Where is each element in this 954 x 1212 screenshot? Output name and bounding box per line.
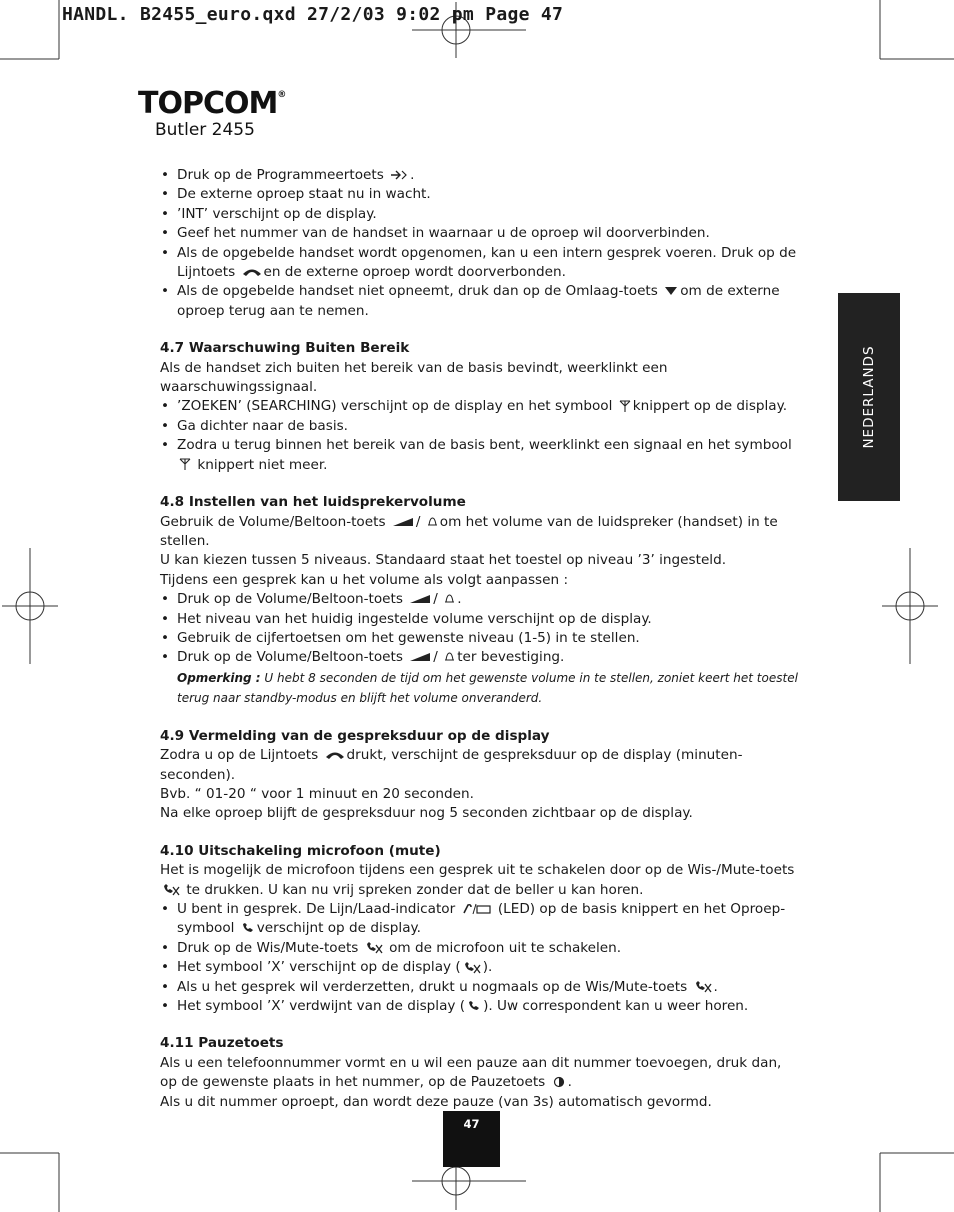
list-item: • ’ZOEKEN’ (SEARCHING) verschijnt op de display en het symbool knippert op de display. [160, 397, 800, 416]
muted-call-icon [463, 961, 481, 974]
language-tab [838, 293, 900, 501]
paragraph: Het is mogelijk de microfoon tijdens een gesprek uit te schakelen door op de Wis-/Mute-toets te drukken. U kan nu vrij spreken zonder dat de beller u kan horen. [160, 862, 795, 898]
intro-list [160, 166, 800, 321]
paragraph: Na elke oproep blijft de gespreksduur nog 5 seconden zichtbaar op de display. [160, 805, 693, 822]
list-item: • Druk op de Programmeertoets . [160, 166, 800, 185]
language-label: NEDERLANDS [861, 345, 877, 449]
mute-list [160, 900, 800, 1016]
line-charge-indicator-icon [462, 903, 492, 915]
call-symbol-icon [467, 1000, 481, 1012]
paragraph: Zodra u op de Lijntoets drukt, verschijnt de gespreksduur op de display (minuten-seconden). [160, 747, 743, 783]
volume-icon [409, 652, 431, 662]
paragraph: Tijdens een gesprek kan u het volume als volgt aanpassen : [160, 571, 569, 588]
list-item: • Ga dichter naar de basis. [160, 417, 800, 436]
volume-icon [392, 517, 414, 527]
bell-icon [444, 651, 455, 663]
section-title: 4.11 Pauzetoets [160, 1035, 284, 1052]
section-title: 4.8 Instellen van het luidsprekervolume [160, 494, 466, 511]
section-title: 4.9 Vermelding van de gespreksduur op de display [160, 727, 550, 744]
line-key-icon [325, 750, 345, 760]
page-number-box [443, 1111, 500, 1167]
logo-text: TOPCOM [138, 86, 278, 121]
pause-key-icon [552, 1076, 566, 1088]
note: Opmerking : U hebt 8 seconden de tijd om het gewenste volume in te stellen, zoniet keert het toestel terug naar standby-modus en blijft het volume onveranderd. [177, 670, 798, 706]
bell-icon [444, 593, 455, 605]
paragraph: Als de handset zich buiten het bereik van de basis bevindt, weerklinkt een waarschuwingssignaal. [160, 359, 668, 396]
volume-icon [409, 594, 431, 604]
paragraph: Bvb. “ 01-20 “ voor 1 minuut en 20 seconden. [160, 785, 474, 802]
model-name: Butler 2455 [155, 120, 255, 140]
mute-key-icon [365, 941, 383, 954]
list-item: • Het symbool ’X’ verdwijnt van de display ( ). Uw correspondent kan u weer horen. [160, 997, 800, 1016]
paragraph: Gebruik de Volume/Beltoon-toets / om het volume van de luidspreker (handset) in te stellen. [160, 513, 778, 549]
list-item: • Geef het nummer van de handset in waarnaar u de oproep wil doorverbinden. [160, 224, 800, 243]
list-item: • Als de opgebelde handset niet opneemt, druk dan op de Omlaag-toets om de externe oproep terug aan te nemen. [160, 282, 800, 321]
bell-icon [427, 516, 438, 528]
list-item: • Gebruik de cijfertoetsen om het gewenste niveau (1-5) in te stellen. [160, 629, 800, 648]
section-title: 4.7 Waarschuwing Buiten Bereik [160, 340, 410, 357]
call-symbol-icon [241, 922, 255, 934]
paragraph: U kan kiezen tussen 5 niveaus. Standaard staat het toestel op niveau ’3’ ingesteld. [160, 552, 727, 569]
mute-key-icon [694, 980, 712, 993]
antenna-icon [179, 458, 191, 471]
list-item: • Zodra u terug binnen het bereik van de basis bent, weerklinkt een signaal en het symbool knippert niet meer. [160, 436, 800, 475]
list-item: • ’INT’ verschijnt op de display. [160, 205, 800, 224]
antenna-icon [619, 400, 631, 413]
range-list [160, 397, 800, 475]
list-item: • Druk op de Volume/Beltoon-toets / ter bevestiging. [160, 648, 800, 667]
down-arrow-icon [664, 286, 678, 296]
program-key-icon [390, 169, 408, 181]
print-slug: HANDL. B2455_euro.qxd 27/2/03 9:02 pm Page 47 [62, 4, 564, 25]
list-item: • De externe oproep staat nu in wacht. [160, 185, 800, 204]
section-title: 4.10 Uitschakeling microfoon (mute) [160, 842, 441, 859]
list-item: • Het niveau van het huidig ingestelde volume verschijnt op de display. [160, 610, 800, 629]
list-item: • Druk op de Wis/Mute-toets om de microfoon uit te schakelen. [160, 939, 800, 958]
registered-mark: ® [277, 90, 287, 100]
main-content [160, 166, 800, 1112]
topcom-logo [138, 86, 286, 121]
line-key-icon [242, 267, 262, 277]
list-item: • Als u het gesprek wil verderzetten, drukt u nogmaals op de Wis/Mute-toets . [160, 978, 800, 997]
list-item: • Als de opgebelde handset wordt opgenomen, kan u een intern gesprek voeren. Druk op de Lijntoets en de externe oproep wordt doorverbonden. [160, 244, 800, 283]
page-number: 47 [463, 1117, 480, 1131]
list-item: • Het symbool ’X’ verschijnt op de display ( ). [160, 958, 800, 977]
list-item: • Druk op de Volume/Beltoon-toets / . [160, 590, 800, 609]
volume-list [160, 590, 800, 668]
paragraph: Als u dit nummer oproept, dan wordt deze pauze (van 3s) automatisch gevormd. [160, 1093, 712, 1110]
list-item: • U bent in gesprek. De Lijn/Laad-indicator (LED) op de basis knippert en het Oproep-symbool verschijnt op de display. [160, 900, 800, 939]
paragraph: Als u een telefoonnummer vormt en u wil een pauze aan dit nummer toevoegen, druk dan, op de gewenste plaats in het nummer, op de Pauzetoets . [160, 1054, 782, 1091]
mute-key-icon [162, 883, 180, 896]
